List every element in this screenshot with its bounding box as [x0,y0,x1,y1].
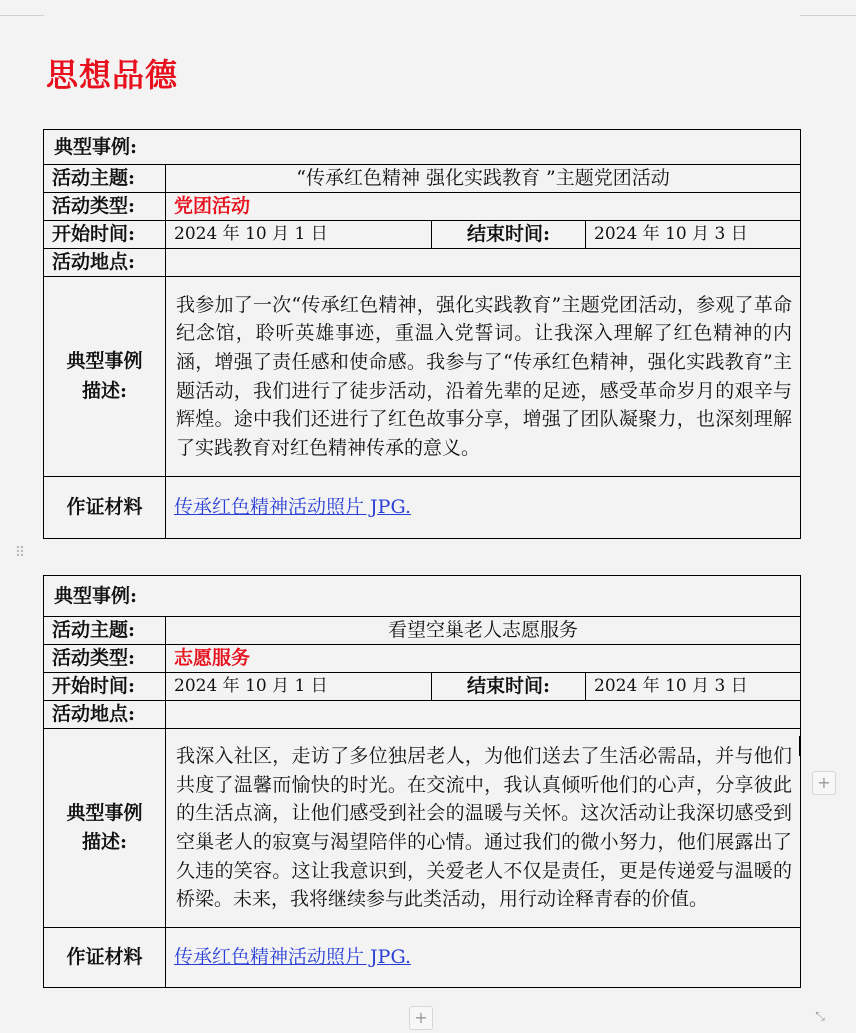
table-row [44,130,801,165]
location-label: 活动地点: [44,249,166,277]
location-label: 活动地点: [44,701,166,729]
table-row [44,249,801,277]
table-row [44,477,801,539]
table-row [44,165,801,193]
end-time-value[interactable]: 2024 年 10 月 3 日 [586,673,801,701]
evidence-cell [166,928,801,988]
theme-label: 活动主题: [44,617,166,645]
add-column-button[interactable]: + [812,771,836,795]
description-value[interactable]: 我深入社区，走访了多位独居老人，为他们送去了生活必需品，并与他们共度了温馨而愉快的时光。在交流中，我认真倾听他们的心声，分享彼此的生活点滴，让他们感受到社会的温暖与关怀。这次活动让我深切感受到空巢老人的寂寞与渴望陪伴的心情。通过我们的微小努力，他们展露出了久违的笑容。这让我意识到，关爱老人不仅是责任，更是传递爱与温暖的桥梁。未来，我将继续参与此类活动，用行动诠释青春的价值。 [166,729,801,928]
type-label: 活动类型: [44,645,166,673]
location-value[interactable] [166,249,801,277]
description-label-line2: 描述: [81,379,127,402]
drag-handle-icon[interactable]: ⠿ [14,545,26,561]
activity-record-table [43,575,801,988]
start-time-label: 开始时间: [44,221,166,249]
type-value[interactable]: 党团活动 [166,193,801,221]
evidence-cell [166,477,801,539]
table-row [44,277,801,477]
end-time-label: 结束时间: [432,221,586,249]
location-value[interactable] [166,701,801,729]
theme-value[interactable]: 看望空巢老人志愿服务 [166,617,801,645]
table-row [44,221,801,249]
start-time-label: 开始时间: [44,673,166,701]
table-row [44,729,801,928]
page-corner-mark-left [0,15,44,16]
end-time-value[interactable]: 2024 年 10 月 3 日 [586,221,801,249]
theme-label: 活动主题: [44,165,166,193]
description-label-line1: 典型事例 [66,801,143,824]
description-value[interactable]: 我参加了一次“传承红色精神，强化实践教育”主题党团活动，参观了革命纪念馆，聆听英雄事迹，重温入党誓词。让我深入理解了红色精神的内涵，增强了责任感和使命感。我参与了“传承红色精神，强化实践教育”主题活动，我们进行了徒步活动，沿着先辈的足迹，感受革命岁月的艰辛与辉煌。途中我们还进行了红色故事分享，增强了团队凝聚力，也深刻理解了实践教育对红色精神传承的意义。 [166,277,801,477]
description-label [44,729,166,928]
table-row [44,673,801,701]
add-row-button[interactable]: + [409,1006,433,1030]
type-value[interactable]: 志愿服务 [166,645,801,673]
activity-record-table [43,129,801,539]
typical-case-heading: 典型事例: [44,130,801,165]
description-label-line2: 描述: [81,831,127,853]
evidence-link[interactable]: 传承红色精神活动照片 JPG. [174,946,411,969]
table-resize-icon[interactable]: ⤡ [815,1009,825,1023]
start-time-value[interactable]: 2024 年 10 月 1 日 [166,221,432,249]
description-label-line1: 典型事例 [66,350,143,373]
table-row [44,701,801,729]
page-corner-mark-right [800,15,856,16]
evidence-label: 作证材料 [44,477,166,539]
table-row [44,576,801,617]
page-title: 思想品德 [46,56,179,94]
type-label: 活动类型: [44,193,166,221]
theme-value[interactable]: “传承红色精神 强化实践教育 ”主题党团活动 [166,165,801,193]
description-label [44,277,166,477]
table-row [44,645,801,673]
evidence-link[interactable]: 传承红色精神活动照片 JPG. [174,496,411,519]
end-time-label: 结束时间: [432,673,586,701]
table-row [44,193,801,221]
typical-case-heading: 典型事例: [44,576,801,617]
table-row [44,617,801,645]
evidence-label: 作证材料 [44,928,166,988]
text-caret [799,736,801,756]
start-time-value[interactable]: 2024 年 10 月 1 日 [166,673,432,701]
table-row [44,928,801,988]
